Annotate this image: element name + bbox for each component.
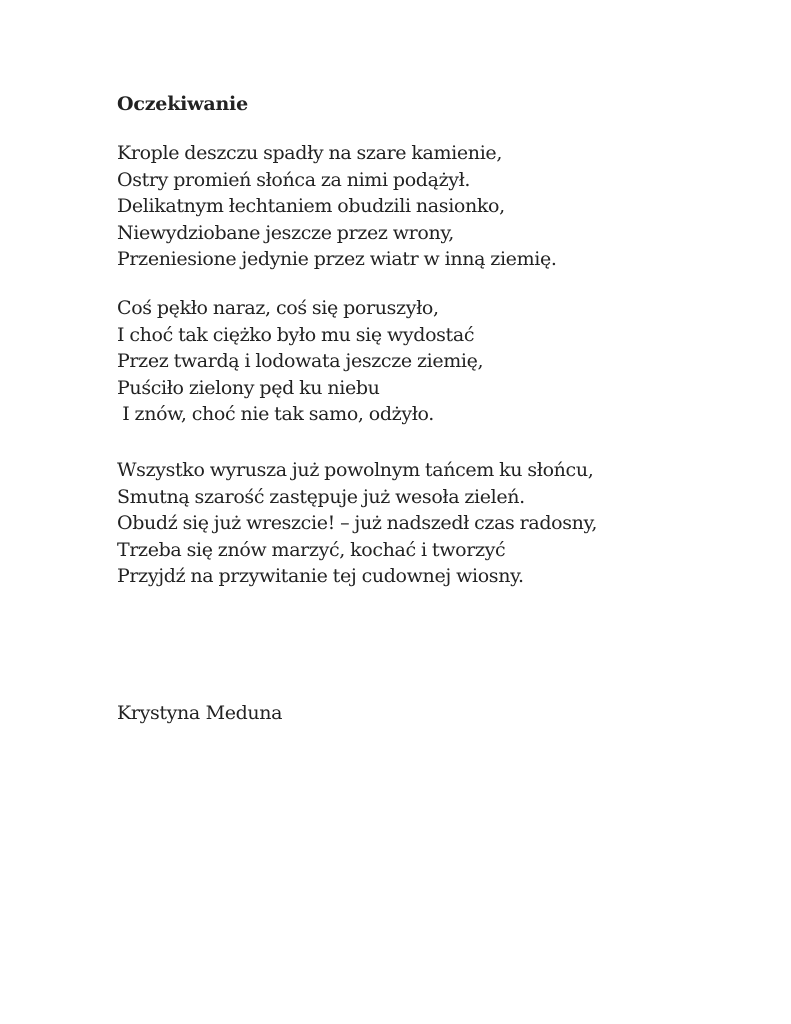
poem-line: Niewydziobane jeszcze przez wrony, <box>117 221 454 244</box>
poem-line: Przyjdź na przywitanie tej cudownej wiosny. <box>117 565 524 587</box>
poem-line: Wszystko wyrusza już powolnym tańcem ku słońcu, <box>117 459 594 481</box>
poem-line: Przeniesione jedynie przez wiatr w inną ziemię. <box>117 248 557 270</box>
stanza-2 <box>117 295 483 428</box>
poem-line: Ostry promień słońca za nimi podążył. <box>117 168 471 191</box>
poem-line: Trzeba się znów marzyć, kochać i tworzyć <box>117 538 506 561</box>
poem-line: Obudź się już wreszcie! – już nadszedł czas radosny, <box>117 512 598 534</box>
stanza-3 <box>117 457 597 590</box>
poem-line: Krople deszczu spadły na szare kamienie, <box>117 142 503 164</box>
poem-line: Delikatnym łechtaniem obudzili nasionko, <box>117 195 505 217</box>
poem-title: Oczekiwanie <box>117 93 248 115</box>
poem-line: Coś pękło naraz, coś się poruszyło, <box>117 297 439 319</box>
poem-line: Przez twardą i lodowata jeszcze ziemię, <box>117 350 484 372</box>
poem-line: Puściło zielony pęd ku niebu <box>117 376 380 399</box>
author-signature: Krystyna Meduna <box>117 702 283 724</box>
poem-line: Smutną szarość zastępuje już wesoła zieleń. <box>117 485 525 508</box>
poem-line: I choć tak ciężko było mu się wydostać <box>117 323 475 346</box>
poem-line: I znów, choć nie tak samo, odżyło. <box>117 403 434 425</box>
stanza-1 <box>117 140 557 273</box>
